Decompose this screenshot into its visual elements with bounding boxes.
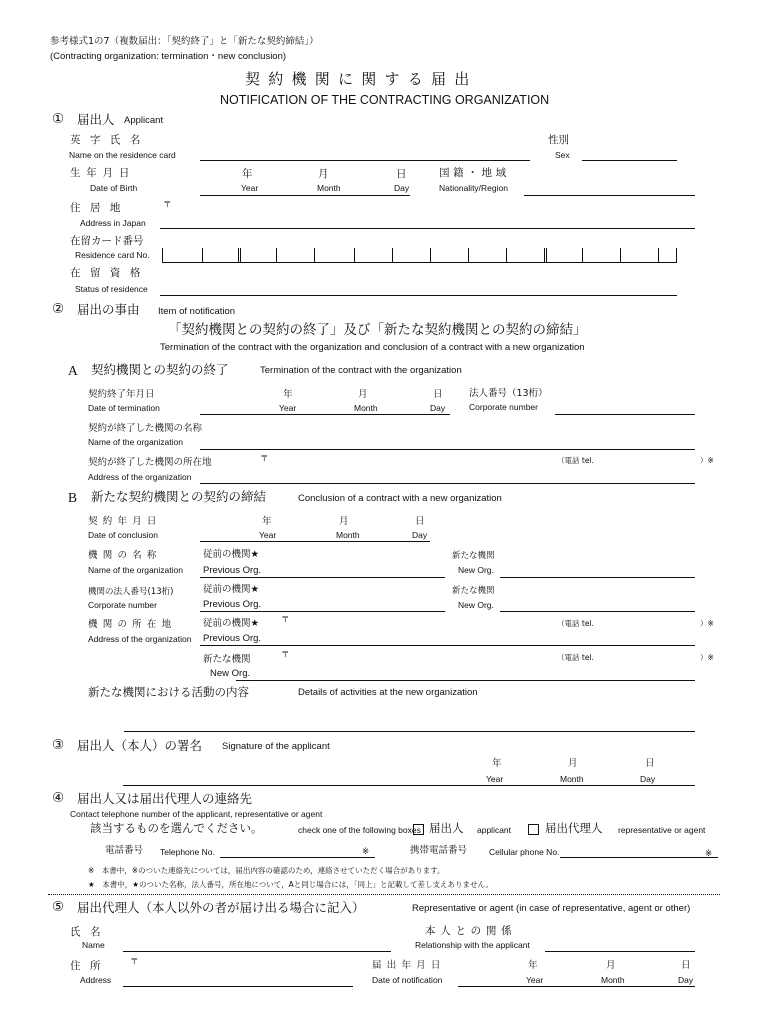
section-2-number: ② [52, 301, 65, 317]
termination-day-label-en: Day [430, 403, 446, 413]
section-5-title-en: Representative or agent (in case of representative, agent or other) [412, 903, 691, 914]
residence-card-field[interactable] [162, 262, 677, 263]
b-prev-corporate-number-field[interactable] [200, 611, 445, 612]
conclusion-year-label: 年 [262, 516, 272, 527]
address-field[interactable] [160, 228, 695, 229]
reference-form-label: 参考様式1の7（複数届出：「契約終了」と「新たな契約締結」） [50, 36, 319, 47]
termination-year-label-en: Year [279, 403, 297, 413]
conclusion-date-label: 契約年月日 [88, 516, 162, 527]
b-new-corporate-number-field[interactable] [500, 611, 695, 612]
conclusion-date-label-en: Date of conclusion [88, 530, 158, 540]
b-prev-org-label: 従前の機関★ [203, 549, 260, 560]
sex-label: 性別 [548, 134, 569, 146]
address-label: 住居地 [70, 202, 130, 214]
section-5-title: 届出代理人（本人以外の者が届け出る場合に記入） [77, 900, 365, 915]
signature-day-label: 日 [645, 758, 655, 769]
a-corporate-number-field[interactable] [555, 414, 695, 415]
telephone-mark: ※ [362, 847, 370, 857]
residence-card-digit-divider [546, 248, 547, 262]
b-org-address-label-en: Address of the organization [88, 634, 192, 644]
conclusion-month-label: 月 [339, 516, 349, 527]
b-prev-postal-mark: 〒 [281, 615, 290, 625]
relationship-label: 本人との関係 [425, 925, 517, 937]
a-tel-end: ）※ [700, 456, 714, 465]
cellphone-label: 携帯電話番号 [410, 845, 468, 856]
b-addr-prev-org-label-en: Previous Org. [203, 633, 262, 644]
a-org-name-label-en: Name of the organization [88, 437, 183, 447]
section-3-number: ③ [52, 737, 65, 753]
agent-postal-mark: 〒 [130, 957, 139, 967]
b-corp-prev-org-label-en: Previous Org. [203, 599, 262, 610]
agent-option-label-en: representative or agent [618, 825, 706, 835]
notification-year-label-en: Year [526, 975, 544, 985]
section-1-title: 届出人 [77, 112, 115, 127]
agent-address-label: 住所 [70, 960, 110, 972]
nationality-label-en: Nationality/Region [439, 183, 508, 193]
a-postal-mark: 〒 [260, 454, 269, 464]
b-new-tel-label: （電話 tel. [557, 653, 594, 662]
signature-month-label: 月 [568, 758, 578, 769]
nationality-field[interactable] [524, 195, 695, 196]
reference-form-label-en: (Contracting organization: termination・new conclusion) [50, 51, 287, 62]
b-corp-new-org-label-en: New Org. [458, 600, 494, 610]
a-tel-label: （電話 tel. [557, 456, 594, 465]
relationship-label-en: Relationship with the applicant [415, 940, 530, 950]
telephone-label: 電話番号 [105, 845, 144, 856]
b-org-name-label-en: Name of the organization [88, 565, 183, 575]
b-addr-new-org-label: 新たな機関 [203, 654, 251, 665]
applicant-option-label-en: applicant [477, 825, 512, 835]
b-new-org-label: 新たな機関 [452, 551, 495, 561]
b-prev-org-address-field[interactable] [200, 645, 695, 646]
agent-option-label: 届出代理人 [545, 821, 603, 835]
postal-mark: 〒 [163, 200, 172, 210]
dob-day-label-en: Day [394, 183, 410, 193]
telephone-field[interactable] [220, 857, 375, 858]
termination-date-field[interactable] [200, 414, 450, 415]
select-prompt: 該当するものを選んでください。 [90, 821, 263, 835]
notification-date-label: 届出年月日 [372, 960, 446, 971]
a-org-name-label: 契約が終了した機関の名称 [88, 423, 203, 434]
signature-field[interactable] [123, 785, 695, 786]
applicant-checkbox[interactable] [413, 824, 424, 835]
notification-date-label-en: Date of notification [372, 975, 443, 985]
relationship-field[interactable] [545, 951, 695, 952]
residence-card-label-en: Residence card No. [75, 250, 150, 260]
residence-card-digit-divider [676, 248, 677, 262]
a-org-address-label-en: Address of the organization [88, 472, 192, 482]
residence-card-label: 在留カード番号 [70, 235, 144, 247]
name-label-en: Name on the residence card [69, 150, 176, 160]
signature-year-label: 年 [492, 758, 502, 769]
name-field[interactable] [200, 160, 530, 161]
b-prev-tel-end: ）※ [700, 619, 714, 628]
activity-label: 新たな機関における活動の内容 [88, 685, 249, 699]
residence-card-digit-divider [240, 248, 241, 262]
section-1-number: ① [52, 111, 65, 127]
b-org-name-label: 機関の名称 [88, 550, 162, 561]
section-5-number: ⑤ [52, 899, 65, 915]
section-4-number: ④ [52, 790, 65, 806]
termination-month-label-en: Month [354, 403, 378, 413]
cellphone-label-en: Cellular phone No. [489, 847, 560, 857]
sex-label-en: Sex [555, 150, 570, 160]
residence-card-digit-divider [430, 248, 431, 262]
section-2-title-en: Item of notification [158, 306, 236, 317]
dob-month-label-en: Month [317, 183, 341, 193]
dob-month-label: 月 [318, 168, 329, 180]
termination-month-label: 月 [358, 389, 368, 400]
b-org-address-label: 機関の所在地 [88, 619, 177, 630]
residence-card-digit-divider [392, 248, 393, 262]
a-org-address-field[interactable] [200, 483, 695, 484]
subsection-a-title: 契約機関との契約の終了 [91, 362, 229, 377]
dob-year-label: 年 [242, 168, 253, 180]
applicant-option-label: 届出人 [429, 821, 464, 835]
residence-card-digit-divider [468, 248, 469, 262]
b-addr-prev-org-label: 従前の機関★ [203, 618, 260, 629]
status-field[interactable] [160, 295, 677, 296]
b-corp-prev-org-label: 従前の機関★ [203, 584, 260, 595]
note-same-as-above: ★ 本書中，★のついた名称，法人番号，所在地について，Aと同じ場合には，「同上」と記載して差し支えありません。 [88, 880, 493, 889]
b-corp-new-org-label: 新たな機関 [452, 586, 495, 596]
conclusion-month-label-en: Month [336, 530, 360, 540]
notification-day-label: 日 [681, 960, 691, 971]
conclusion-day-label-en: Day [412, 530, 428, 540]
sex-field[interactable] [582, 160, 677, 161]
address-label-en: Address in Japan [80, 218, 146, 228]
section-1-title-en: Applicant [124, 115, 164, 126]
agent-address-label-en: Address [80, 975, 112, 985]
subsection-a-title-en: Termination of the contract with the organization [260, 365, 462, 376]
b-prev-org-name-field[interactable] [200, 577, 445, 578]
page-title: 契約機関に関する届出 [245, 70, 478, 88]
termination-year-label: 年 [283, 389, 293, 400]
residence-card-digit-divider [658, 248, 659, 262]
residence-card-digit-divider [506, 248, 507, 262]
residence-card-digit-divider [162, 248, 163, 262]
agent-name-label-en: Name [82, 940, 105, 950]
conclusion-day-label: 日 [415, 516, 425, 527]
agent-address-field[interactable] [123, 986, 353, 987]
residence-card-digit-divider [202, 248, 203, 262]
a-corporate-number-label: 法人番号（13桁） [469, 388, 548, 399]
status-label: 在留資格 [70, 267, 150, 279]
signature-year-label-en: Year [486, 774, 504, 784]
subsection-b-title-en: Conclusion of a contract with a new organization [298, 493, 502, 504]
cellphone-field[interactable] [560, 857, 718, 858]
residence-card-digit-divider [314, 248, 315, 262]
b-prev-org-label-en: Previous Org. [203, 565, 262, 576]
dob-year-label-en: Year [241, 183, 259, 193]
b-new-org-label-en: New Org. [458, 565, 494, 575]
a-org-name-field[interactable] [200, 449, 695, 450]
b-prev-tel-label: （電話 tel. [557, 619, 594, 628]
a-corporate-number-label-en: Corporate number [469, 402, 538, 412]
subsection-b-label: B [68, 490, 78, 505]
activity-field[interactable] [124, 731, 695, 732]
name-label: 英字氏名 [70, 134, 150, 146]
b-corporate-number-label: 機関の法人番号(13桁) [88, 587, 174, 597]
b-new-org-address-field[interactable] [236, 680, 695, 681]
residence-card-digit-divider [238, 248, 239, 262]
page-title-en: NOTIFICATION OF THE CONTRACTING ORGANIZATION [220, 93, 550, 107]
section-3-title: 届出人（本人）の署名 [77, 738, 203, 753]
notification-reason: 「契約機関との契約の終了」及び「新たな契約機関との契約の締結」 [168, 322, 587, 338]
section-4-title: 届出人又は届出代理人の連絡先 [77, 791, 253, 806]
signature-month-label-en: Month [560, 774, 584, 784]
residence-card-digit-divider [544, 248, 545, 262]
b-corporate-number-label-en: Corporate number [88, 600, 157, 610]
dotted-divider [48, 894, 720, 895]
cellphone-mark: ※ [705, 849, 713, 859]
conclusion-date-field[interactable] [200, 541, 430, 542]
b-addr-new-org-label-en: New Org. [210, 668, 251, 679]
agent-name-label: 氏名 [70, 926, 110, 938]
residence-card-digit-divider [582, 248, 583, 262]
section-3-title-en: Signature of the applicant [222, 741, 330, 752]
residence-card-digit-divider [620, 248, 621, 262]
notification-month-label: 月 [606, 960, 616, 971]
residence-card-digit-divider [276, 248, 277, 262]
dob-label-en: Date of Birth [90, 183, 138, 193]
residence-card-digit-divider [354, 248, 355, 262]
notification-year-label: 年 [528, 960, 538, 971]
b-new-tel-end: ）※ [700, 653, 714, 662]
section-2-title: 届出の事由 [77, 302, 140, 317]
agent-checkbox[interactable] [528, 824, 539, 835]
note-contact: ※ 本書中，※のついた連絡先については，届出内容の確認のため，連絡させていただく場合があります。 [88, 866, 445, 875]
activity-label-en: Details of activities at the new organization [298, 687, 478, 698]
termination-date-label-en: Date of termination [88, 403, 160, 413]
nationality-label: 国籍・地域 [439, 167, 510, 179]
termination-date-label: 契約終了年月日 [88, 389, 155, 400]
b-new-postal-mark: 〒 [281, 650, 290, 660]
select-prompt-en: check one of the following boxes [298, 825, 421, 835]
notification-day-label-en: Day [678, 975, 694, 985]
dob-label: 生年月日 [70, 167, 136, 179]
b-new-org-name-field[interactable] [500, 577, 695, 578]
notification-reason-en: Termination of the contract with the organization and conclusion of a contract with a new organization [160, 342, 585, 353]
a-org-address-label: 契約が終了した機関の所在地 [88, 457, 212, 468]
conclusion-year-label-en: Year [259, 530, 277, 540]
status-label-en: Status of residence [75, 284, 148, 294]
dob-field[interactable] [200, 195, 410, 196]
notification-month-label-en: Month [601, 975, 625, 985]
termination-day-label: 日 [433, 389, 443, 400]
telephone-label-en: Telephone No. [160, 847, 215, 857]
section-4-title-en: Contact telephone number of the applicant, representative or agent [70, 809, 323, 819]
subsection-b-title: 新たな契約機関との契約の締結 [91, 489, 267, 504]
signature-day-label-en: Day [640, 774, 656, 784]
agent-name-field[interactable] [123, 951, 391, 952]
dob-day-label: 日 [396, 168, 407, 180]
subsection-a-label: A [68, 363, 78, 378]
notification-date-field[interactable] [458, 986, 695, 987]
